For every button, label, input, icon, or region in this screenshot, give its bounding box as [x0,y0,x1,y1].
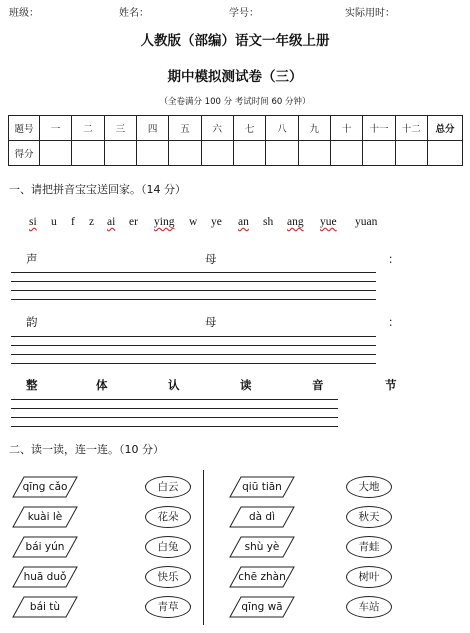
score-header-cell: 十二 [395,116,427,141]
word-oval[interactable]: 青蛙 [346,536,392,558]
pinyin-card-text: kuài lè [27,511,63,523]
time-used-label: 实际用时： [345,8,395,19]
pinyin-item: ai [107,216,116,228]
zhengti-writing-line[interactable] [11,408,338,409]
pinyin-card-text: qīng cǎo [22,481,68,493]
pinyin-item: ang [287,216,304,228]
word-oval[interactable]: 白云 [145,476,191,498]
shengmu-writing-line[interactable] [11,290,376,291]
pinyin-item: w [189,216,198,228]
score-header-cell: 五 [169,116,201,141]
score-header-cell: 七 [233,116,265,141]
word-oval[interactable]: 青草 [145,596,191,618]
score-table-header-row [9,116,463,141]
yunmu-label-1: 韵 [26,315,38,329]
score-cell[interactable] [363,141,395,166]
pinyin-item: u [51,216,57,228]
zhengti-char: 体 [96,378,108,392]
score-cell[interactable] [136,141,168,166]
score-cell[interactable] [169,141,201,166]
word-oval[interactable]: 快乐 [145,566,191,588]
yunmu-colon: ： [388,315,400,329]
yunmu-writing-line[interactable] [11,336,376,337]
score-header-cell: 一 [40,116,72,141]
score-cell[interactable] [40,141,72,166]
pinyin-card[interactable] [229,506,295,528]
class-label: 班级： [9,8,39,19]
pinyin-card[interactable] [229,566,295,588]
score-table-score-row [9,141,463,166]
pinyin-item: sh [263,216,274,228]
pinyin-item: ye [211,216,222,228]
score-header-cell: 三 [104,116,136,141]
score-header-cell: 十 [330,116,362,141]
score-cell[interactable] [395,141,427,166]
zhengti-writing-line[interactable] [11,426,338,427]
yunmu-writing-line[interactable] [11,363,376,364]
pinyin-card-text: shù yè [244,541,280,553]
pinyin-item: ying [154,216,175,228]
pinyin-card[interactable] [229,596,295,618]
pinyin-card[interactable] [12,566,78,588]
pinyin-card-text: huā duǒ [23,571,67,583]
pinyin-card-text: bái tù [29,601,61,613]
score-row-label: 得分 [9,141,40,166]
pinyin-card-text: qiū tiān [242,481,282,493]
pinyin-card[interactable] [12,476,78,498]
exam-subtitle: 期中模拟测试卷（三） [167,69,303,85]
word-oval[interactable]: 大地 [346,476,392,498]
word-oval[interactable]: 花朵 [145,506,191,528]
shengmu-writing-line[interactable] [11,299,376,300]
score-cell[interactable] [104,141,136,166]
zhengti-char: 音 [312,378,324,392]
pinyin-card[interactable] [12,536,78,558]
score-cell[interactable] [330,141,362,166]
zhengti-char: 认 [168,378,180,392]
pinyin-card-text: chē zhàn [238,571,286,583]
word-oval[interactable]: 树叶 [346,566,392,588]
score-cell[interactable] [72,141,104,166]
zhengti-writing-line[interactable] [11,399,338,400]
score-header-cell: 题号 [9,116,40,141]
pinyin-item: yue [320,216,337,228]
score-header-cell: 九 [298,116,330,141]
yunmu-label-2: 母 [205,315,217,329]
yunmu-writing-line[interactable] [11,345,376,346]
yunmu-writing-line[interactable] [11,354,376,355]
pinyin-card[interactable] [229,536,295,558]
word-oval[interactable]: 秋天 [346,506,392,528]
page-title: 人教版（部编）语文一年级上册 [140,33,330,49]
pinyin-item: f [71,216,75,228]
shengmu-label-2: 母 [205,252,217,266]
section2-heading: 二、读一读，连一连。（10 分） [9,443,164,456]
score-header-total: 总分 [428,116,463,141]
student-id-label: 学号： [229,8,259,19]
score-header-cell: 四 [136,116,168,141]
exam-note: （全卷满分 100 分 考试时间 60 分钟） [159,97,311,107]
score-cell[interactable] [428,141,463,166]
score-header-cell: 十一 [363,116,395,141]
column-divider [203,470,204,625]
section1-heading: 一、请把拼音宝宝送回家。（14 分） [9,183,186,196]
pinyin-card-text: bái yún [25,541,65,553]
pinyin-item: an [238,216,249,228]
zhengti-writing-line[interactable] [11,417,338,418]
shengmu-writing-line[interactable] [11,281,376,282]
score-header-cell: 六 [201,116,233,141]
score-cell[interactable] [298,141,330,166]
shengmu-colon: ： [388,252,400,266]
zhengti-char: 读 [240,378,252,392]
zhengti-char: 节 [385,378,397,392]
score-cell[interactable] [233,141,265,166]
pinyin-item: yuan [355,216,378,228]
pinyin-item: si [29,216,37,228]
score-table [8,115,463,166]
pinyin-card[interactable] [12,506,78,528]
pinyin-card-text: dà dì [248,511,276,523]
score-header-cell: 二 [72,116,104,141]
pinyin-item: er [129,216,138,228]
shengmu-writing-line[interactable] [11,272,376,273]
word-oval[interactable]: 白兔 [145,536,191,558]
zhengti-char: 整 [26,378,38,392]
score-cell[interactable] [201,141,233,166]
pinyin-card[interactable] [12,596,78,618]
word-oval[interactable]: 车站 [346,596,392,618]
pinyin-item: z [89,216,95,228]
pinyin-card-text: qīng wā [241,601,283,613]
pinyin-card[interactable] [229,476,295,498]
score-header-cell: 八 [266,116,298,141]
name-label: 姓名： [119,8,149,19]
score-cell[interactable] [266,141,298,166]
shengmu-label-1: 声 [26,252,38,266]
